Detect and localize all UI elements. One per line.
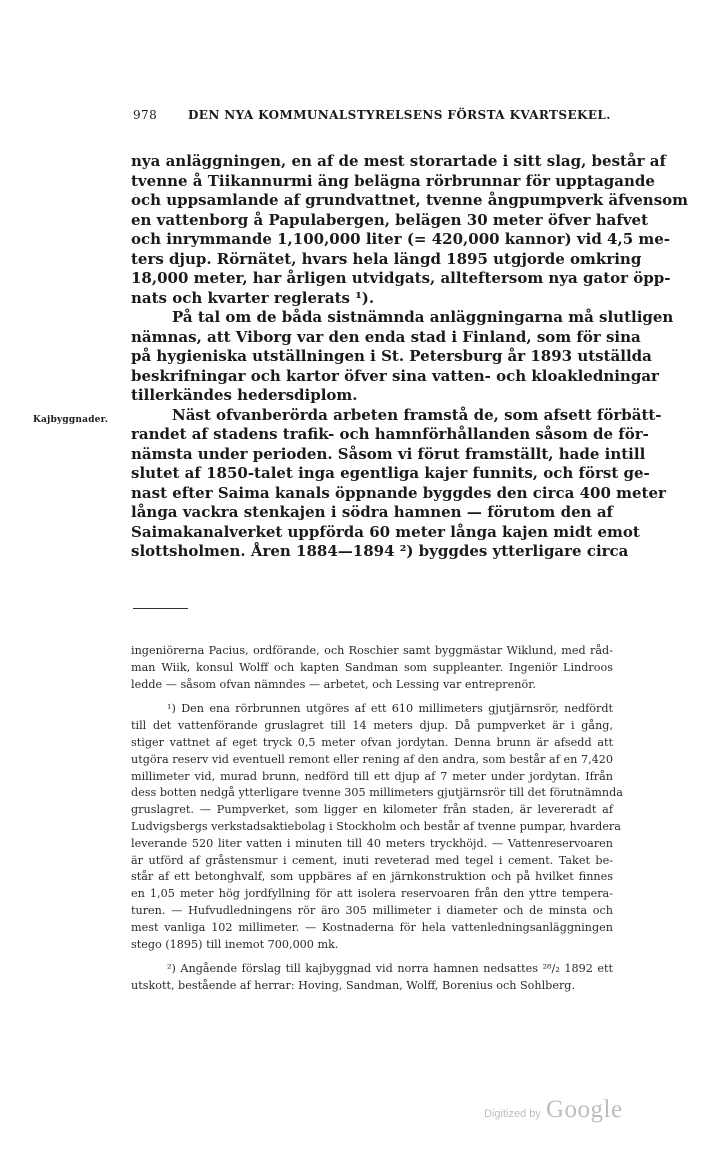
digitized-watermark (484, 1096, 623, 1124)
footnote-line: mest vanliga 102 millimeter. — Kostnaderna för hela vattenledningsanläggningen (131, 920, 613, 934)
paragraph-gap (131, 953, 613, 961)
body-text-line: tvenne å Tiikannurmi äng belägna rörbrunnar för upptagande (131, 171, 655, 190)
body-text-line: ters djup. Rörnätet, hvars hela längd 1895 utgjorde omkring (131, 249, 642, 268)
body-text-line: nats och kvarter reglerats ¹). (131, 288, 375, 307)
body-text-line: långa vackra stenkajen i södra hamnen — förutom den af (131, 503, 613, 521)
footnotes (131, 643, 623, 995)
page-number: 978 (133, 108, 158, 122)
footnote-line: en 1,05 meter hög jordfyllning för att isolera reservoaren från den yttre tempera- (131, 887, 613, 901)
footnote-line: millimeter vid, murad brunn, nedförd till ett djup af 7 meter under jordytan. Ifrån (131, 769, 613, 783)
footnote-line: leverande 520 liter vatten i minuten till 40 meters tryckhöjd. — Vattenreservoaren (131, 836, 613, 850)
body-text-line: slutet af 1850-talet inga egentliga kajer funnits, och först ge- (131, 464, 650, 482)
footnote-line: turen. — Hufvudledningens rör äro 305 millimeter i diameter och de minsta och (131, 903, 613, 917)
footnote-line: till det vattenförande gruslagret till 14 meters djup. Då pumpverket är i gång, (131, 719, 613, 733)
footnote-line: Ludvigsbergs verkstadsaktiebolag i Stockholm och består af tvenne pumpar, hvardera (131, 819, 621, 833)
body-text-line: och uppsamlande af grundvattnet, tvenne ångpumpverk äfvensom (131, 191, 689, 209)
paragraph-gap (131, 693, 613, 701)
body-text-line: tillerkändes hedersdiplom. (131, 386, 358, 404)
google-logo: Google (545, 1096, 623, 1123)
footnote-line: ²) Angående förslag till kajbyggnad vid norra hamnen nedsattes ²⁸/₂ 1892 ett (167, 962, 613, 976)
body-text-line: nast efter Saima kanals öppnande byggdes den circa 400 meter (131, 483, 666, 502)
footnote-line: ¹) Den ena rörbrunnen utgöres af ett 610 millimeters gjutjärnsrör, nedfördt (167, 702, 613, 716)
footnote-line: dess botten nedgå ytterligare tvenne 305 millimeters gjutjärnsrör till det förutnämnda (131, 786, 623, 800)
body-text-line: nämnas, att Viborg var den enda stad i Finland, som för sina (131, 327, 641, 346)
footnote-line: är utförd af gråstensmur i cement, inuti reveterad med tegel i cement. Taket be- (131, 853, 613, 867)
body-text-line: Näst ofvanberörda arbeten framstå de, som afsett förbätt- (172, 405, 662, 424)
body-text-line: 18,000 meter, har årligen utvidgats, allteftersom nya gator öpp- (131, 269, 671, 287)
body-text-line: På tal om de båda sistnämnda anläggningarna må slutligen (172, 308, 674, 326)
footnote-line: stiger vattnet af eget tryck 0,5 meter ofvan jordytan. Denna brunn är afsedd att (131, 735, 613, 749)
footnote-line: står af ett betonghvalf, som uppbäres af en järnkonstruktion och på hvilket finnes (131, 870, 613, 884)
body-text-line: Saimakanalverket uppförda 60 meter långa kajen midt emot (131, 522, 640, 541)
body-text-line: på hygieniska utställningen i St. Petersburg år 1893 utställda (131, 347, 652, 365)
body-text-line: slottsholmen. Åren 1884—1894 ²) byggdes ytterligare circa (131, 542, 629, 560)
body-text-line: nya anläggningen, en af de mest storartade i sitt slag, består af (131, 152, 666, 170)
body-text-line: nämsta under perioden. Såsom vi förut framställt, hade intill (131, 444, 646, 463)
footnote-rule (133, 608, 188, 609)
watermark-prefix: Digitized by (484, 1108, 541, 1120)
footnote-line: ingeniörerna Pacius, ordförande, och Roschier samt byggmästar Wiklund, med råd- (131, 644, 613, 657)
margin-note: Kajbyggnader. (33, 415, 109, 425)
footnote-line: utskott, bestående af herrar: Hoving, Sandman, Wolff, Borenius och Sohlberg. (131, 979, 576, 993)
footnote-line: gruslagret. — Pumpverket, som ligger en kilometer från staden, är levereradt af (131, 803, 613, 817)
main-text (131, 152, 689, 562)
body-text-line: en vattenborg å Papulabergen, belägen 30 meter öfver hafvet (131, 210, 649, 229)
running-title: DEN NYA KOMMUNALSTYRELSENS FÖRSTA KVARTSEKEL. (188, 108, 611, 122)
footnote-line: man Wiik, konsul Wolff och kapten Sandman som suppleanter. Ingeniör Lindroos (131, 660, 613, 674)
footnote-line: utgöra reserv vid eventuell remont eller rening af den andra, som består af en 7,420 (131, 752, 613, 766)
footnote-line: stego (1895) till inemot 700,000 mk. (131, 937, 339, 951)
footnote-line: ledde — såsom ofvan nämndes — arbetet, och Lessing var entreprenör. (131, 677, 536, 691)
body-text-line: beskrifningar och kartor öfver sina vatten- och kloakledningar (131, 366, 659, 385)
body-text-line: och inrymmande 1,100,000 liter (= 420,000 kannor) vid 4,5 me- (131, 230, 671, 248)
body-text-line: randet af stadens trafik- och hamnförhållanden såsom de för- (131, 425, 649, 443)
